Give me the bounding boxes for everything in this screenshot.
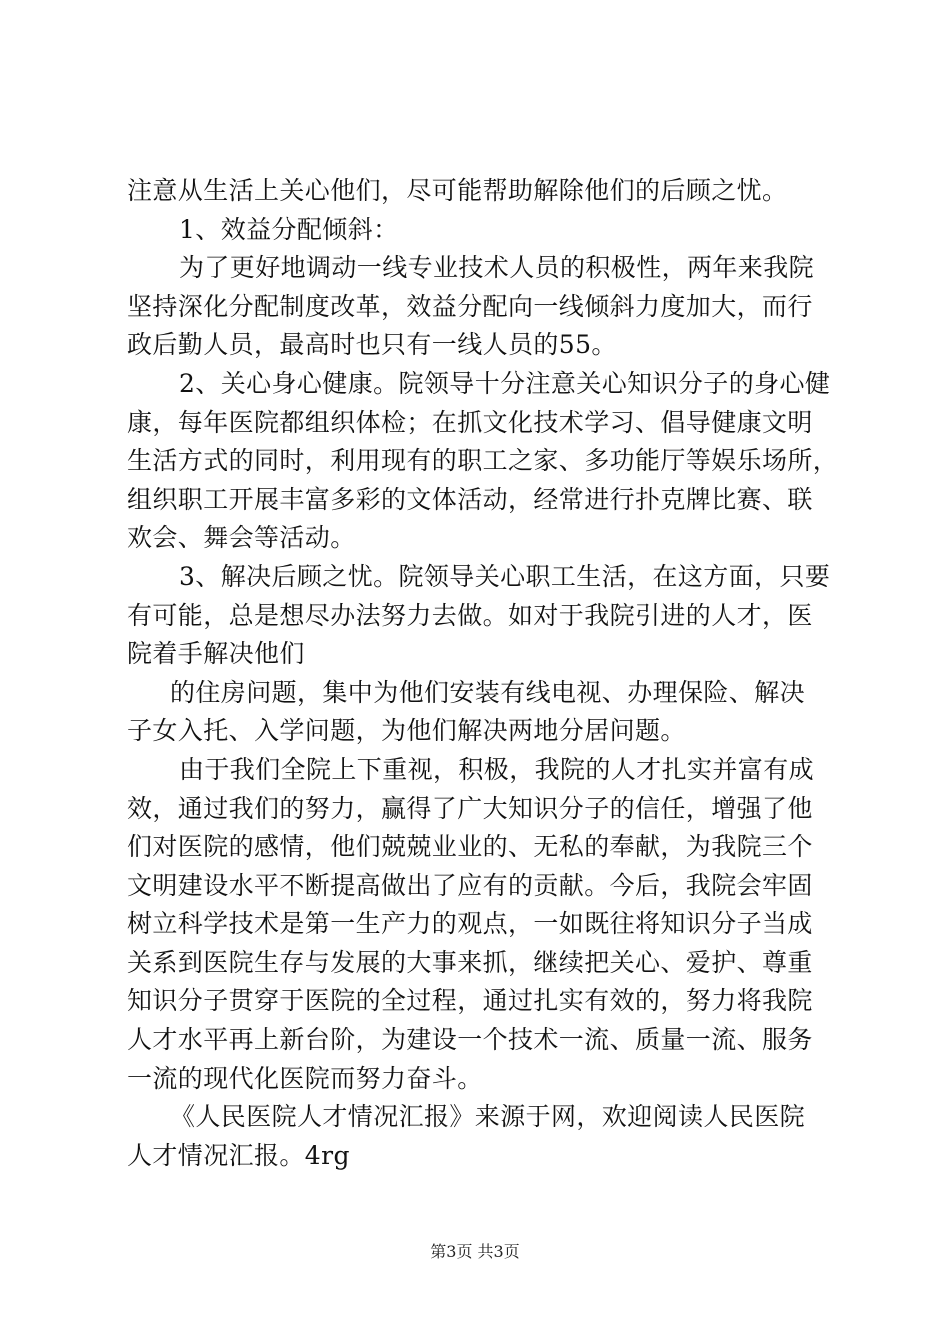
text-line: 有可能，总是想尽办法努力去做。如对于我院引进的人才，医 [127,600,813,630]
text-line: 《人民医院人才情况汇报》来源于网，欢迎阅读人民医院 [170,1102,806,1132]
text-line: 组织职工开展丰富多彩的文体活动，经常进行扑克牌比赛、联 [127,484,813,514]
text-line: 为了更好地调动一线专业技术人员的积极性，两年来我院 [179,253,815,283]
page-number: 第3页 共3页 [430,1242,520,1261]
text-line: 康，每年医院都组织体检；在抓文化技术学习、倡导健康文明 [127,407,813,437]
text-line: 人才情况汇报。4rg [127,1140,350,1170]
text-line: 院着手解决他们 [127,639,305,669]
text-line: 1、效益分配倾斜： [179,214,399,244]
text-line: 坚持深化分配制度改革，效益分配向一线倾斜力度加大，而行 [127,291,813,321]
text-line: 政后勤人员，最高时也只有一线人员的55。 [127,330,617,360]
text-line: 一流的现代化医院而努力奋斗。 [127,1063,483,1093]
document-body [127,172,839,1175]
text-line: 树立科学技术是第一生产力的观点，一如既往将知识分子当成 [127,909,813,939]
text-line: 2、关心身心健康。院领导十分注意关心知识分子的身心健 [179,368,831,398]
text-line: 3、解决后顾之忧。院领导关心职工生活，在这方面，只要 [179,561,831,591]
text-line: 关系到医院生存与发展的大事来抓，继续把关心、爱护、尊重 [127,947,813,977]
text-line: 知识分子贯穿于医院的全过程，通过扎实有效的，努力将我院 [127,986,813,1016]
text-line: 注意从生活上关心他们，尽可能帮助解除他们的后顾之忧。 [127,176,788,205]
page-footer [0,1241,950,1263]
text-line: 子女入托、入学问题，为他们解决两地分居问题。 [127,716,686,746]
text-line: 人才水平再上新台阶，为建设一个技术一流、质量一流、服务 [127,1025,813,1055]
text-line: 效，通过我们的努力，赢得了广大知识分子的信任，增强了他 [127,793,813,823]
text-line: 由于我们全院上下重视，积极，我院的人才扎实并富有成 [179,754,815,784]
text-line: 的住房问题，集中为他们安装有线电视、办理保险、解决 [170,677,806,707]
text-line: 们对医院的感情，他们兢兢业业的、无私的奉献，为我院三个 [127,832,813,862]
text-line: 欢会、舞会等活动。 [127,523,356,553]
text-line: 生活方式的同时，利用现有的职工之家、多功能厅等娱乐场所， [127,446,839,476]
text-line: 文明建设水平不断提高做出了应有的贡献。今后，我院会牢固 [127,870,813,900]
